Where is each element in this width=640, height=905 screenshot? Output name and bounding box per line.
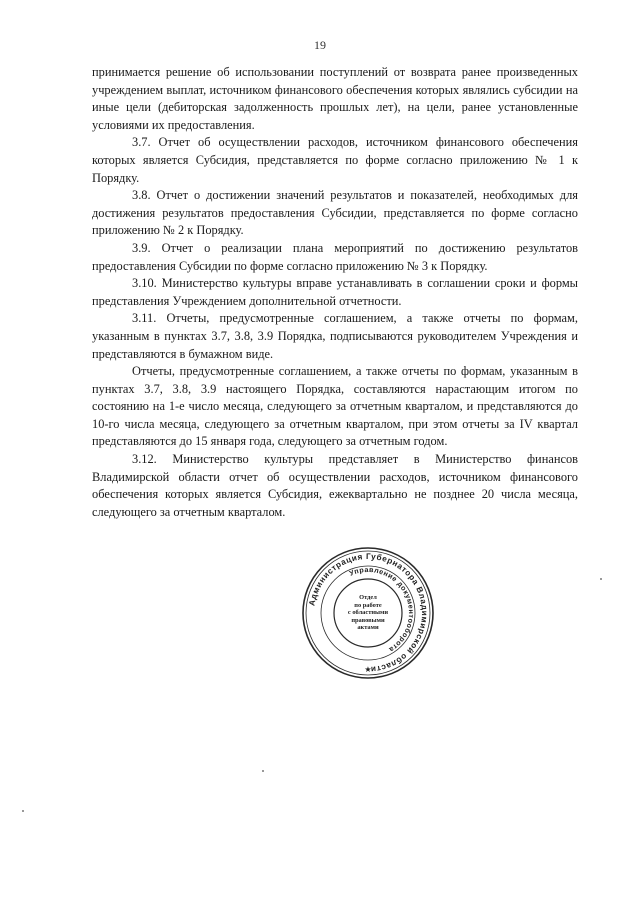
stamp-center-line: Отдел	[359, 594, 377, 602]
scan-speck	[600, 578, 602, 580]
stamp-center-line: по работе	[354, 601, 382, 609]
scan-speck	[262, 770, 264, 772]
stamp-outer-text: Администрация Губернатора Владимирской области	[307, 551, 430, 675]
page-number: 19	[314, 38, 326, 52]
stamp-center-text	[300, 545, 436, 681]
document-body	[92, 64, 578, 521]
paragraph-reports-terms: Отчеты, предусмотренные соглашением, а также отчеты по формам, указанным в пунктах 3.7, 3.8, 3.9 настоящего Порядка, составляются нарастающим итогом по состоянию на 1-е число месяца, следующего за отчетным кварталом, и представляются до 10-го числа месяца, следующего за отчетным кварталом, при этом отчеты за IV квартал представляются до 15 января года, следующего за отчетным годом.	[92, 364, 578, 449]
stamp-center-line: правовыми	[351, 616, 385, 624]
stamp-center-line: актами	[357, 624, 379, 632]
stamp-inner-text: Управление документооборота	[347, 564, 417, 655]
paragraph-3-12: 3.12. Министерство культуры представляет в Министерство финансов Владимирской области отчет об осуществлении расходов, источником финансового обеспечения которых является Субсидия, ежеквартально не позднее 20 числа месяца, следующего за отчетным кварталом.	[92, 452, 578, 519]
official-stamp	[300, 545, 436, 681]
paragraph-3-11: 3.11. Отчеты, предусмотренные соглашением, а также отчеты по формам, указанным в пунктах 3.7, 3.8, 3.9 Порядка, подписываются руководителем Учреждения и представляются в бумажном виде.	[92, 311, 578, 361]
stamp-center-line: с областными	[347, 609, 389, 617]
scan-speck	[22, 810, 24, 812]
paragraph-3-7: 3.7. Отчет об осуществлении расходов, источником финансового обеспечения которых является Субсидия, представляется по форме согласно приложению № 1 к Порядку.	[92, 135, 578, 185]
stamp-star-icon: ★	[364, 665, 372, 674]
paragraph-3-9: 3.9. Отчет о реализации плана мероприятий по достижению результатов предоставления Субсидии по форме согласно приложению № 3 к Порядку.	[92, 240, 578, 273]
paragraph-3-8: 3.8. Отчет о достижении значений результатов и показателей, необходимых для достижения результатов предоставления Субсидии, представляется по форме согласно приложению № 2 к Порядку.	[92, 188, 578, 238]
paragraph-3-10: 3.10. Министерство культуры вправе устанавливать в соглашении сроки и формы представления Учреждением дополнительной отчетности.	[92, 276, 578, 308]
paragraph-continuation: принимается решение об использовании поступлений от возврата ранее произведенных учреждением выплат, источником финансового обеспечения которых являлись субсидии на иные цели (дебиторская задолженность прошлых лет), на цели, ранее установленные условиями их предоставления.	[92, 65, 578, 132]
